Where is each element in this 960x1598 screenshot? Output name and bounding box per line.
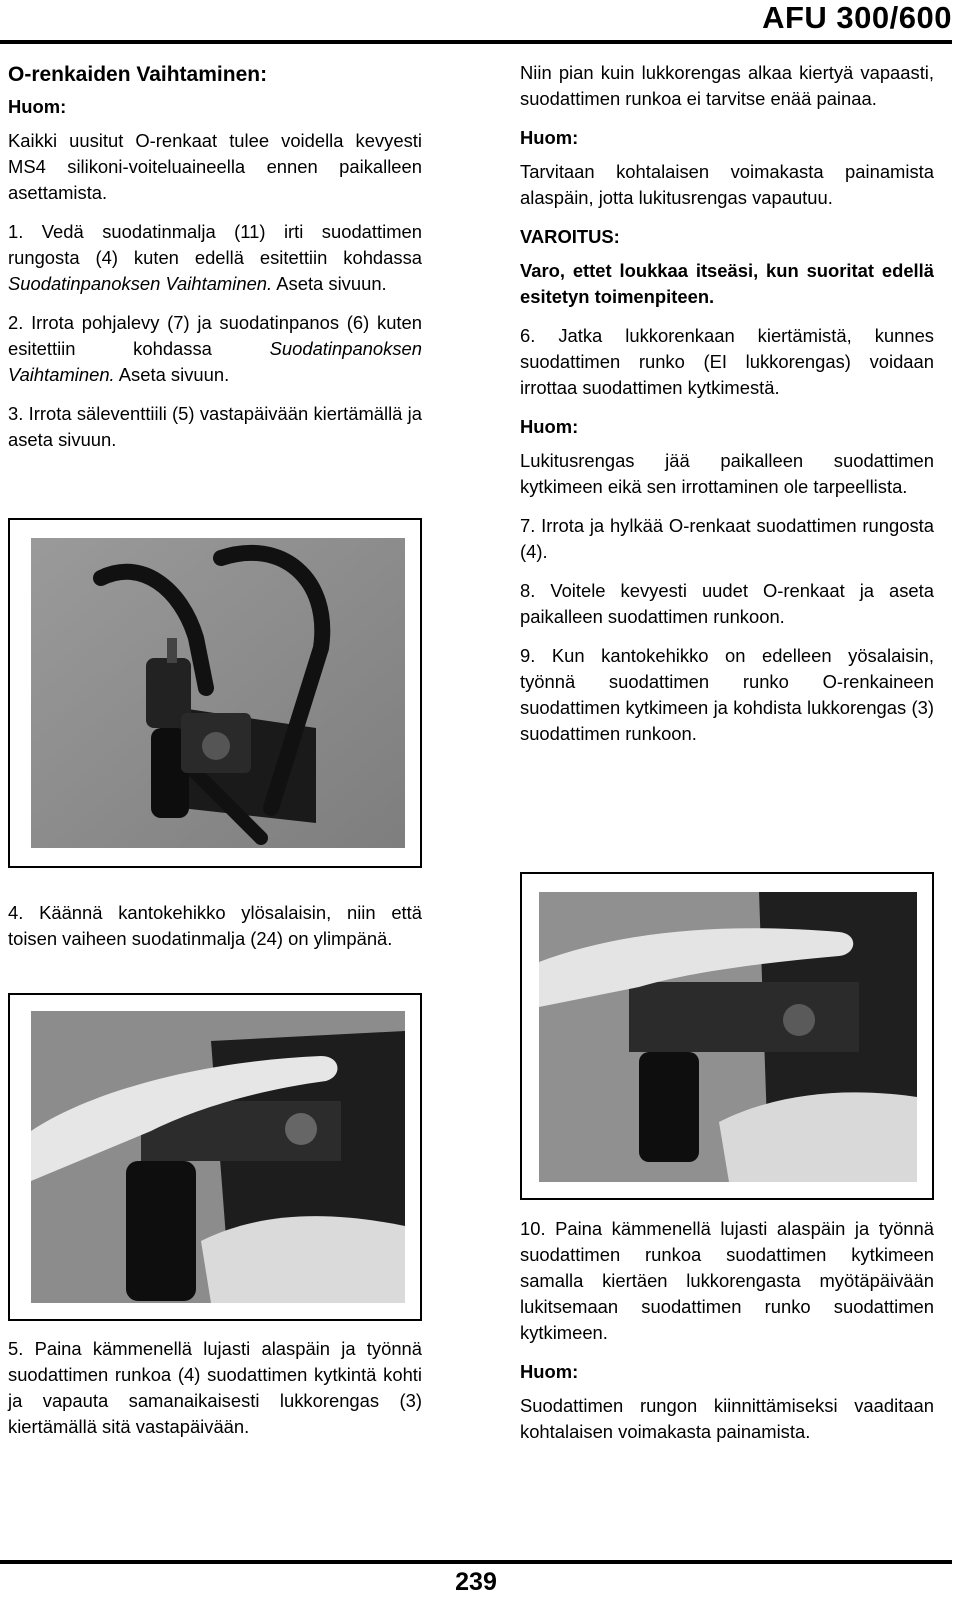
page-number: 239 xyxy=(455,1568,497,1596)
step-5: 5. Paina kämmenellä lujasti alaspäin ja työnnä suodattimen runkoa (4) suodattimen kytkintä kohti ja vapauta samanaikaisesti lukkorengas (3) kiertämällä sitä vastapäivään. xyxy=(8,1338,422,1437)
step-3: 3. Irrota säleventtiili (5) vastapäivään kiertämällä ja aseta sivuun. xyxy=(8,403,422,450)
footer-rule xyxy=(0,1560,952,1564)
note-1-text: Tarvitaan kohtalaisen voimakasta painamista alaspäin, jotta lukitusrengas vapautuu. xyxy=(520,161,934,208)
step-1-text: 1. Vedä suodatinmalja (11) irti suodattimen rungosta (4) kuten edellä esitettiin kohdassa xyxy=(8,221,422,268)
step-7: 7. Irrota ja hylkää O-renkaat suodattimen rungosta (4). xyxy=(520,515,934,562)
section-title: O-renkaiden Vaihtaminen: xyxy=(8,63,268,86)
photo-hand-press-left xyxy=(8,993,422,1321)
step-1-reference: Suodatinpanoksen Vaihtaminen. xyxy=(8,273,273,294)
note-2-text: Lukitusrengas jää paikalleen suodattimen kytkimeen eikä sen irrottaminen ole tarpeellista. xyxy=(520,450,934,497)
right-column-bottom xyxy=(520,1216,934,1458)
photo-hand-press-right xyxy=(520,872,934,1200)
note-3-text: Suodattimen rungon kiinnittämiseksi vaaditaan kohtalaisen voimakasta painamista. xyxy=(520,1395,934,1442)
warning-text: Varo, ettet loukkaa itseäsi, kun suoritat edellä esitetyn toimenpiteen. xyxy=(520,260,934,307)
step-8: 8. Voitele kevyesti uudet O-renkaat ja aseta paikalleen suodattimen runkoon. xyxy=(520,580,934,627)
step-2-reference: Suodatinpanoksen Vaihtaminen. xyxy=(8,338,422,385)
left-column-top xyxy=(8,60,422,466)
step-2-tail: Aseta sivuun. xyxy=(118,364,230,385)
step-2 xyxy=(8,310,422,388)
step-6: 6. Jatka lukkorenkaan kiertämistä, kunnes suodattimen runko (EI lukkorengas) voidaan irrottaa suodattimen kytkimestä. xyxy=(520,325,934,398)
step-1-tail: Aseta sivuun. xyxy=(276,273,387,294)
step-2-text: 2. Irrota pohjalevy (7) ja suodatinpanos (6) kuten esitettiin kohdassa xyxy=(8,312,422,359)
left-column-middle xyxy=(8,900,422,965)
note-2-label: Huom: xyxy=(520,416,579,437)
hand-press-right-image xyxy=(539,892,917,1182)
photo-filter-assembly xyxy=(8,518,422,868)
filter-assembly-image xyxy=(31,538,405,848)
hand-press-left-image xyxy=(31,1011,405,1303)
left-column-bottom xyxy=(8,1336,422,1453)
note-label: Huom: xyxy=(8,96,67,117)
header-rule xyxy=(0,40,952,44)
intro-text: Niin pian kuin lukkorengas alkaa kiertyä vapaasti, suodattimen runkoa ei tarvitse enää painaa. xyxy=(520,62,934,109)
right-column-top xyxy=(520,60,934,760)
step-1 xyxy=(8,219,422,297)
warning-label: VAROITUS: xyxy=(520,226,620,247)
step-4: 4. Käännä kantokehikko ylösalaisin, niin että toisen vaiheen suodatinmalja (24) on ylimpänä. xyxy=(8,902,422,949)
note-text: Kaikki uusitut O-renkaat tulee voidella kevyesti MS4 silikoni-voiteluaineella ennen paikalleen asettamista. xyxy=(8,130,422,203)
note-3-label: Huom: xyxy=(520,1361,579,1382)
document-header-title: AFU 300/600 xyxy=(762,0,952,35)
step-10: 10. Paina kämmenellä lujasti alaspäin ja työnnä suodattimen runkoa suodattimen kytkimeen samalla kiertäen lukkorengasta myötäpäivään lukitsemaan suodattimen runko suodattimen kytkimeen. xyxy=(520,1218,934,1343)
note-1-label: Huom: xyxy=(520,127,579,148)
step-9: 9. Kun kantokehikko on edelleen yösalaisin, työnnä suodattimen runko O-renkaineen suodattimen kytkimeen ja kohdista lukkorengas (3) suodattimen runkoon. xyxy=(520,645,934,744)
